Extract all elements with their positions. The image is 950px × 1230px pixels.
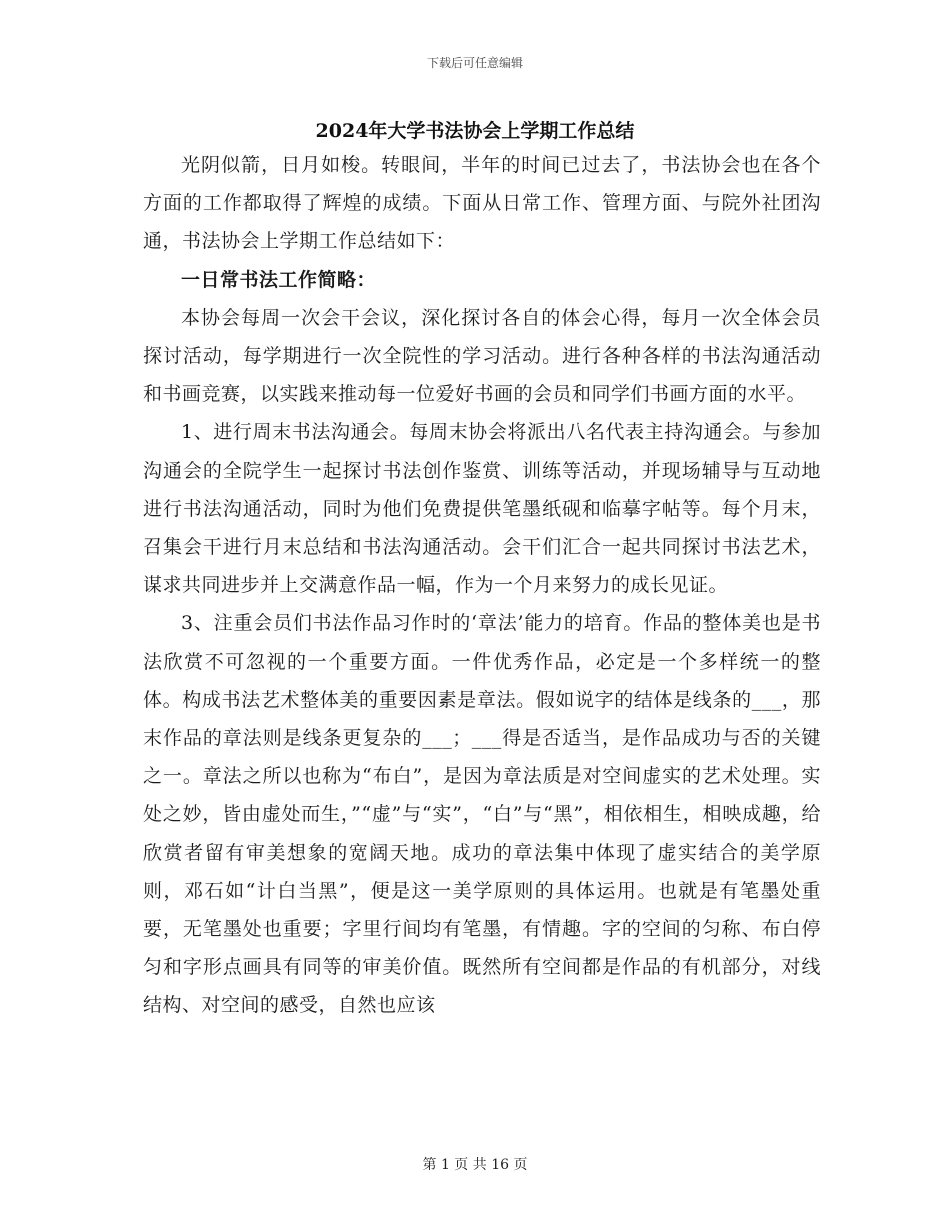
paragraph-item-3: 3、注重会员们书法作品习作时的‘章法’能力的培育。作品的整体美也是书法欣赏不可忽视的一个重要方面。一件优秀作品，必定是一个多样统一的整体。构成书法艺术整体美的重要因素是章法。假如说字的结体是线条的___，那末作品的章法则是线条更复杂的___；___得是否适当，是作品成功与否的关键之一。章法之所以也称为“布白”，是因为章法质是对空间虚实的艺术处理。实处之妙，皆由虚处而生，”“虚”与“实”，“白”与“黑”，相依相生，相映成趣，给欣赏者留有审美想象的宽阔天地。成功的章法集中体现了虚实结合的美学原则，邓石如“计白当黑”，便是这一美学原则的具体运用。也就是有笔墨处重要，无笔墨处也重要；字里行间均有笔墨，有情趣。字的空间的匀称、布白停匀和字形点画具有同等的审美价值。既然所有空间都是作品的有机部分，对线结构、对空间的感受，自然也应该	[143, 612, 821, 1017]
paragraph-intro: 光阴似箭，日月如梭。转眼间，半年的时间已过去了，书法协会也在各个方面的工作都取得了辉煌的成绩。下面从日常工作、管理方面、与院外社团沟通，书法协会上学期工作总结如下：	[143, 154, 821, 253]
page-footer: 第 1 页 共 16 页	[422, 1157, 528, 1173]
document-title: 2024年大学书法协会上学期工作总结	[315, 120, 635, 142]
paragraph-overview: 本协会每周一次会干会议，深化探讨各自的体会心得，每月一次全体会员探讨活动，每学期进行一次全院性的学习活动。进行各种各样的书法沟通活动和书画竞赛，以实践来推动每一位爱好书画的会员和同学们书画方面的水平。	[143, 306, 821, 406]
paragraph-item-1: 1、进行周末书法沟通会。每周末协会将派出八名代表主持沟通会。与参加沟通会的全院学生一起探讨书法创作鉴赏、训练等活动，并现场辅导与互动地进行书法沟通活动，同时为他们免费提供笔墨纸砚和临摹字帖等。每个月末，召集会干进行月末总结和书法沟通活动。会干们汇合一起共同探讨书法艺术，谋求共同进步并上交满意作品一幅，作为一个月来努力的成长见证。	[143, 421, 821, 597]
section-heading: 一日常书法工作简略：	[181, 268, 377, 291]
header-note: 下载后可任意编辑	[426, 56, 523, 70]
document-body	[143, 146, 821, 1025]
